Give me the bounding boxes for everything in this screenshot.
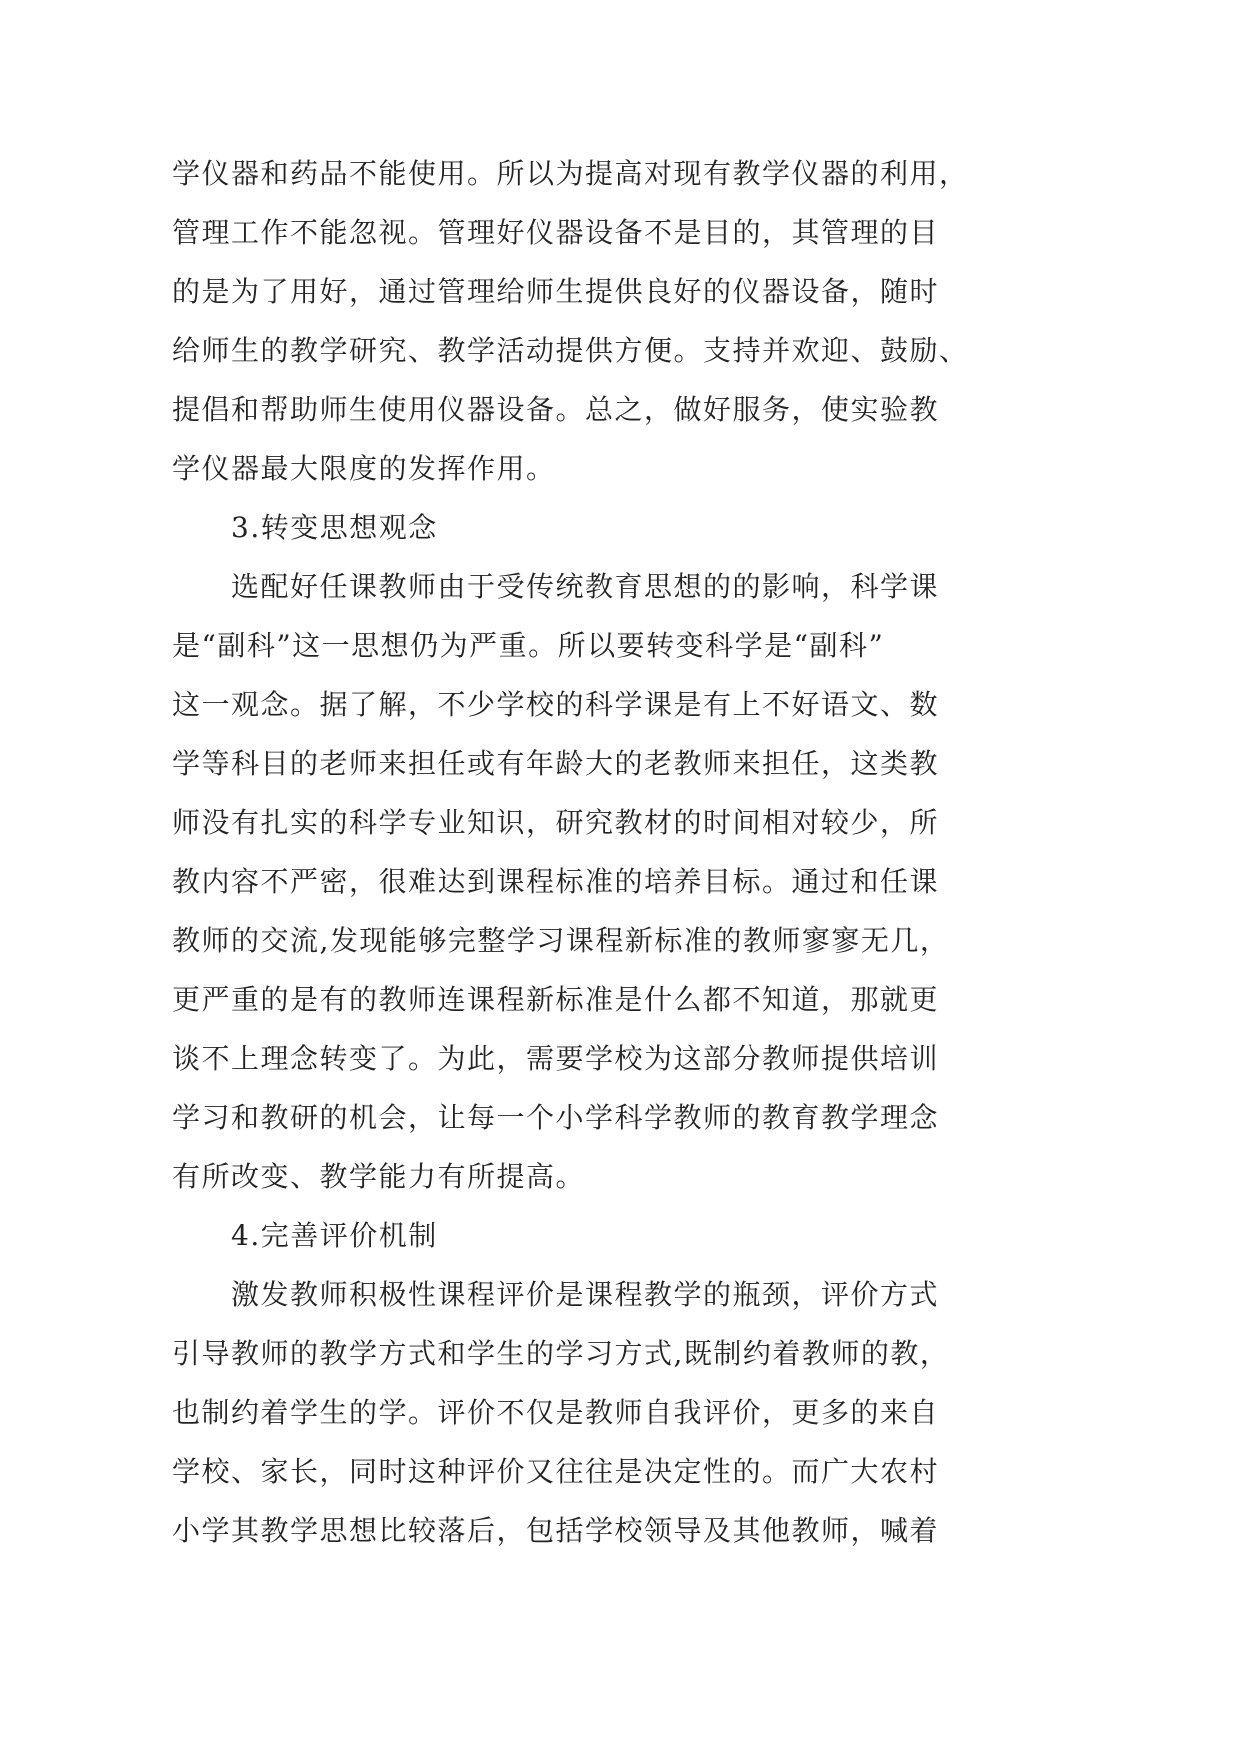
paragraph [172, 144, 992, 498]
text-line: 提倡和帮助师生使用仪器设备。总之，做好服务，使实验教 [172, 393, 940, 426]
text-line: 引导教师的教学方式和学生的学习方式,既制约着教师的教， [172, 1337, 950, 1370]
text-line: 也制约着学生的学。评价不仅是教师自我评价，更多的来自 [172, 1396, 940, 1429]
text-line: 师没有扎实的科学专业知识，研究教材的时间相对较少，所 [172, 806, 940, 839]
text-line: 学校、家长，同时这种评价又往往是决定性的。而广大农村 [172, 1455, 940, 1488]
text-line: 学仪器最大限度的发挥作用。 [172, 452, 556, 485]
section-heading: 4.完善评价机制 [231, 1219, 438, 1252]
text-line: 教内容不严密，很难达到课程标准的培养目标。通过和任课 [172, 865, 940, 898]
text-line: 这一观念。据了解，不少学校的科学课是有上不好语文、数 [172, 688, 940, 721]
text-line: 有所改变、教学能力有所提高。 [172, 1160, 586, 1193]
paragraph [172, 557, 992, 1206]
text-line: 给师生的教学研究、教学活动提供方便。支持并欢迎、鼓励、 [172, 334, 969, 367]
paragraph [172, 1265, 992, 1560]
text-line: 选配好任课教师由于受传统教育思想的的影响，科学课 [231, 570, 940, 603]
text-line: 的是为了用好，通过管理给师生提供良好的仪器设备，随时 [172, 275, 940, 308]
text-line: 是“副科”这一思想仍为严重。所以要转变科学是“副科” [172, 629, 885, 662]
text-line: 更严重的是有的教师连课程新标准是什么都不知道，那就更 [172, 983, 940, 1016]
text-line: 学等科目的老师来担任或有年龄大的老教师来担任，这类教 [172, 747, 940, 780]
document-body [172, 144, 992, 1560]
section-heading: 3.转变思想观念 [231, 511, 438, 544]
text-line: 激发教师积极性课程评价是课程教学的瓶颈，评价方式 [231, 1278, 940, 1311]
text-line: 谈不上理念转变了。为此，需要学校为这部分教师提供培训 [172, 1042, 940, 1075]
text-line: 小学其教学思想比较落后，包括学校领导及其他教师，喊着 [172, 1514, 940, 1547]
text-line: 教师的交流,发现能够完整学习课程新标准的教师寥寥无几， [172, 924, 950, 957]
text-line: 学习和教研的机会，让每一个小学科学教师的教育教学理念 [172, 1101, 940, 1134]
text-line: 学仪器和药品不能使用。所以为提高对现有教学仪器的利用， [172, 157, 969, 190]
text-line: 管理工作不能忽视。管理好仪器设备不是目的，其管理的目 [172, 216, 940, 249]
